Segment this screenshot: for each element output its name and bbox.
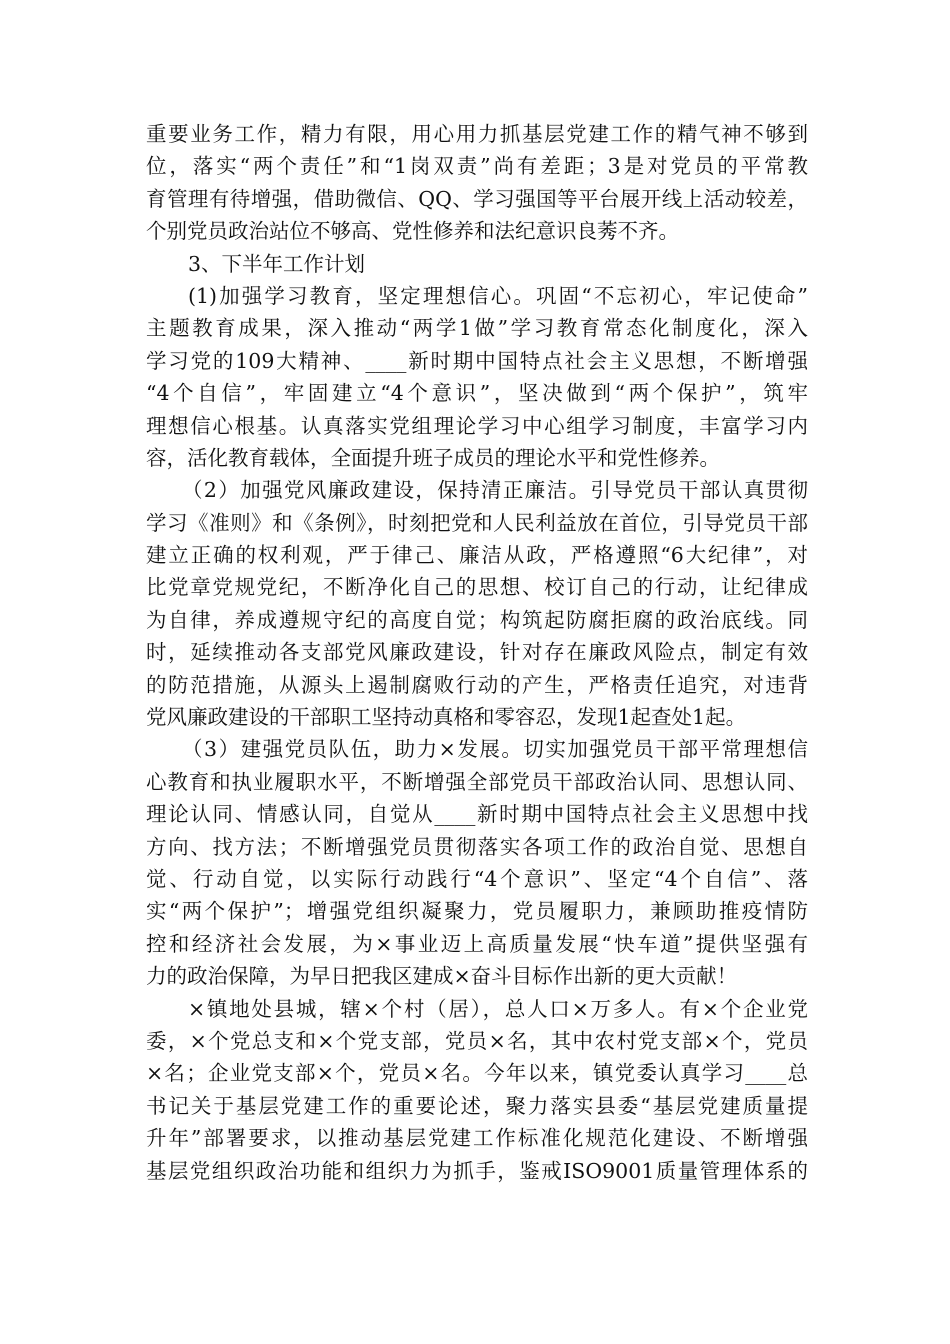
text-line: 力的政治保障，为早日把我区建成×奋斗目标作出新的更大贡献！ (146, 964, 738, 989)
text-line: ×名；企业党支部×个，党员×名。今年以来，镇党委认真学习____总 (146, 1061, 808, 1086)
text-line: 党风廉政建设的干部职工坚持动真格和零容忍，发现1起查处1起。 (146, 705, 747, 730)
text-line: 心教育和执业履职水平，不断增强全部党员干部政治认同、思想认同、 (146, 769, 808, 794)
text-line: 升年”部署要求，以推动基层党建工作标准化规范化建设、不断增强 (146, 1126, 808, 1151)
text-line: 基层党组织政治功能和组织力为抓手，鉴戒ISO9001质量管理体系的 (146, 1158, 808, 1183)
text-line: 学习党的109大精神、____新时期中国特点社会主义思想，不断增强 (146, 348, 808, 373)
text-line: 书记关于基层党建工作的重要论述，聚力落实县委“基层党建质量提 (146, 1093, 808, 1118)
text-line: （2）加强党风廉政建设，保持清正廉洁。引导党员干部认真贯彻 (182, 478, 808, 503)
text-line: 位，落实“两个责任”和“1岗双责”尚有差距；3是对党员的平常教 (146, 154, 808, 179)
text-line: （3）建强党员队伍，助力×发展。切实加强党员干部平常理想信 (182, 737, 808, 762)
text-line: 个别党员政治站位不够高、党性修养和法纪意识良莠不齐。 (146, 219, 679, 244)
text-line: 主题教育成果，深入推动“两学1做”学习教育常态化制度化，深入 (146, 316, 808, 341)
text-line: 委，×个党总支和×个党支部，党员×名，其中农村党支部×个，党员 (146, 1028, 808, 1053)
document-body (146, 118, 808, 1187)
text-line: 建立正确的权利观，严于律己、廉洁从政，严格遵照“6大纪律”，对 (146, 543, 808, 568)
text-line: 为自律，养成遵规守纪的高度自觉；构筑起防腐拒腐的政治底线。同 (146, 607, 808, 632)
text-line: 育管理有待增强，借助微信、QQ、学习强国等平台展开线上活动较差， (146, 186, 808, 211)
text-line: 理论认同、情感认同，自觉从____新时期中国特点社会主义思想中找 (146, 802, 808, 827)
text-line: “4个自信”，牢固建立“4个意识”，坚决做到“两个保护”，筑牢 (146, 381, 808, 406)
text-line: 时，延续推动各支部党风廉政建设，针对存在廉政风险点，制定有效 (146, 640, 808, 665)
text-line: 觉、行动自觉，以实际行动践行“4个意识”、坚定“4个自信”、落 (146, 866, 808, 891)
text-line: ×镇地处县城，辖×个村（居），总人口×万多人。有×个企业党 (188, 996, 808, 1021)
text-line: 控和经济社会发展，为×事业迈上高质量发展“快车道”提供坚强有 (146, 931, 808, 956)
text-line: 的防范措施，从源头上遏制腐败行动的产生，严格责任追究，对违背 (146, 672, 808, 697)
text-line: (1)加强学习教育，坚定理想信心。巩固“不忘初心，牢记使命” (188, 283, 808, 308)
text-line: 实“两个保护”；增强党组织凝聚力，党员履职力，兼顾助推疫情防 (146, 899, 808, 924)
text-line: 重要业务工作，精力有限，用心用力抓基层党建工作的精气神不够到 (146, 122, 808, 146)
text-line: 学习《准则》和《条例》，时刻把党和人民利益放在首位，引导党员干部 (146, 510, 808, 535)
text-line: 比党章党规党纪，不断净化自己的思想、校订自己的行动，让纪律成 (146, 575, 808, 600)
section-heading: 3、下半年工作计划 (188, 251, 366, 276)
text-line: 方向、找方法；不断增强党员贯彻落实各项工作的政治自觉、思想自 (146, 834, 808, 859)
text-line: 容，活化教育载体，全面提升班子成员的理论水平和党性修养。 (146, 445, 720, 470)
text-line: 理想信心根基。认真落实党组理论学习中心组学习制度，丰富学习内 (146, 413, 808, 438)
